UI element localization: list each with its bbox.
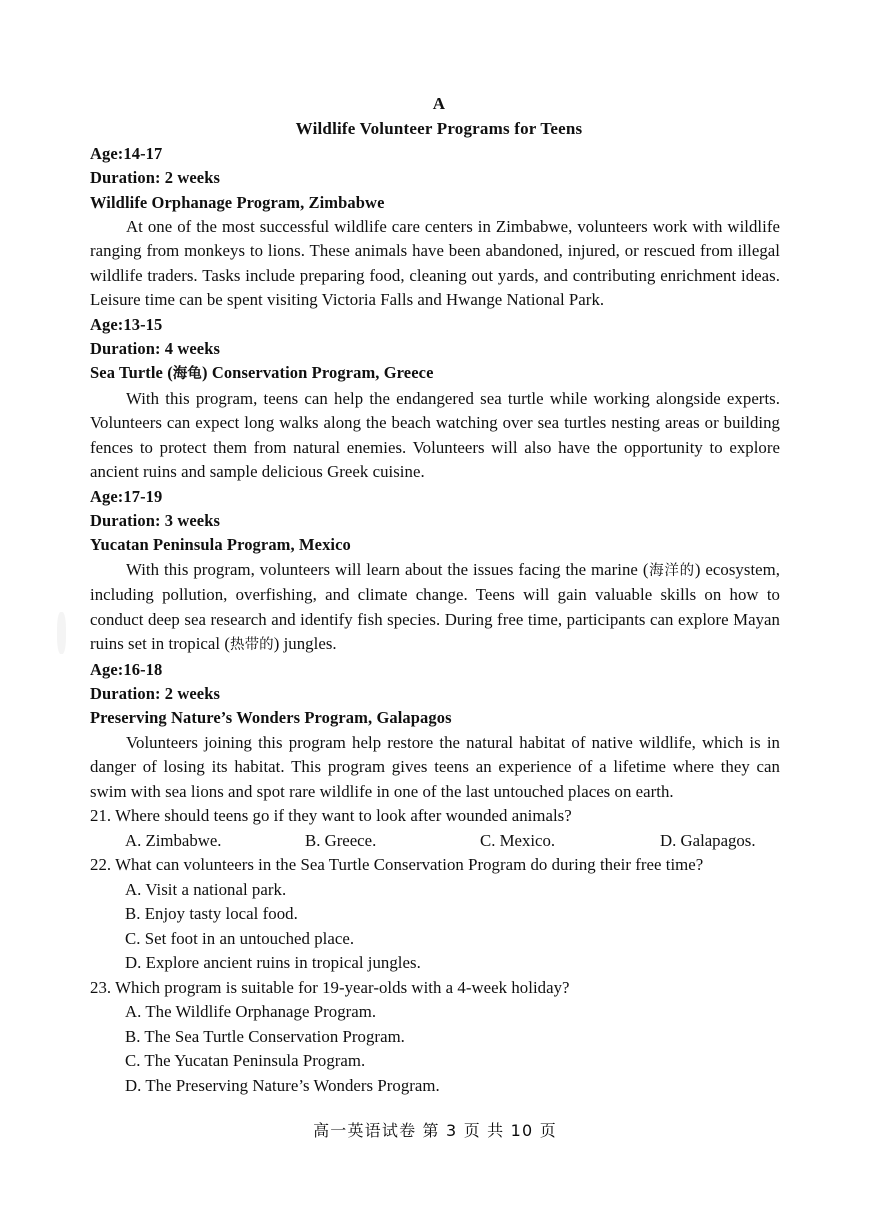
option-choice[interactable]: B. Enjoy tasty local food. <box>125 904 298 924</box>
description-part-2: ) ecosystem, including pollution, overfishing, and climate change. Teens will gain valuable skills on how to conduct deep sea research and identify fish species. During free time, participants can explore Mayan ruins set in tropical ( <box>90 559 780 654</box>
program-age: Age:16-18 <box>90 659 163 679</box>
program-description: Volunteers joining this program help restore the natural habitat of native wildlife, which is in danger of losing its habitat. This program gives teens an experience of a lifetime where they can swim with sea lions and spot rare wildlife in one of the last untouched places on earth. <box>90 732 780 801</box>
program-age: Age:13-15 <box>90 314 163 334</box>
option-choice[interactable]: A. Zimbabwe. <box>125 830 222 850</box>
option-choice[interactable]: D. Explore ancient ruins in tropical jungles. <box>125 953 421 973</box>
question-block <box>90 853 780 976</box>
scan-artifact <box>57 612 66 654</box>
program-duration: Duration: 3 weeks <box>90 511 221 531</box>
program-title-gloss-cn: 海龟 <box>172 366 202 383</box>
option-choice[interactable]: B. Greece. <box>305 830 377 850</box>
description-gloss-cn-marine: 海洋的 <box>648 562 695 579</box>
option-choice[interactable]: A. The Wildlife Orphanage Program. <box>125 1002 377 1022</box>
program-title <box>90 361 780 386</box>
program-description <box>90 558 780 658</box>
program-entry <box>90 485 780 658</box>
option-choice[interactable]: C. Set foot in an untouched place. <box>125 928 355 948</box>
description-part-3: ) jungles. <box>273 634 337 654</box>
program-entry <box>90 658 780 804</box>
program-entry <box>90 313 780 485</box>
option-choice[interactable]: D. The Preserving Nature’s Wonders Program. <box>125 1075 440 1095</box>
question-stem: 23. Which program is suitable for 19-year-olds with a 4-week holiday? <box>90 977 570 997</box>
program-title-post: ) Conservation Program, Greece <box>202 363 434 383</box>
program-duration: Duration: 4 weeks <box>90 339 221 359</box>
question-block <box>90 804 780 853</box>
option-choice[interactable]: D. Galapagos. <box>660 830 756 850</box>
program-title: Preserving Nature’s Wonders Program, Galapagos <box>90 708 452 728</box>
question-options-row <box>90 829 780 854</box>
page-title: Wildlife Volunteer Programs for Teens <box>295 119 583 138</box>
option-choice[interactable]: A. Visit a national park. <box>125 879 287 899</box>
description-gloss-cn-tropical: 热带的 <box>230 637 274 654</box>
program-description: With this program, teens can help the endangered sea turtle while working alongside experts. Volunteers can expect long walks along the beach watching over sea turtles nesting areas or building fences to protect them from natural enemies. Volunteers will also have the opportunity to explore ancient ruins and sample delicious Greek cuisine. <box>90 388 780 482</box>
question-stem: 21. Where should teens go if they want to look after wounded animals? <box>90 806 572 826</box>
program-duration: Duration: 2 weeks <box>90 683 221 703</box>
option-choice[interactable]: C. The Yucatan Peninsula Program. <box>125 1051 366 1071</box>
program-title: Wildlife Orphanage Program, Zimbabwe <box>90 192 385 212</box>
question-block <box>90 976 780 1099</box>
section-letter: A <box>432 94 446 113</box>
program-duration: Duration: 2 weeks <box>90 168 221 188</box>
page-content <box>90 92 780 1098</box>
option-choice[interactable]: C. Mexico. <box>480 830 556 850</box>
program-age: Age:14-17 <box>90 144 163 163</box>
program-age: Age:17-19 <box>90 486 163 506</box>
program-title-pre: Sea Turtle ( <box>90 363 173 383</box>
description-part-1: With this program, volunteers will learn about the issues facing the marine ( <box>126 559 649 579</box>
option-choice[interactable]: B. The Sea Turtle Conservation Program. <box>125 1026 405 1046</box>
question-stem: 22. What can volunteers in the Sea Turtle Conservation Program do during their free time? <box>90 855 704 875</box>
program-entry <box>90 142 780 313</box>
page-footer: 高一英语试卷 第 3 页 共 10 页 <box>313 1121 557 1140</box>
program-description: At one of the most successful wildlife care centers in Zimbabwe, volunteers work with wildlife ranging from monkeys to lions. These animals have been abandoned, injured, or rescued from illegal wildlife traders. Tasks include preparing food, cleaning out yards, and contributing enrichment ideas. Leisure time can be spent visiting Victoria Falls and Hwange National Park. <box>90 216 780 310</box>
program-title: Yucatan Peninsula Program, Mexico <box>90 535 351 555</box>
